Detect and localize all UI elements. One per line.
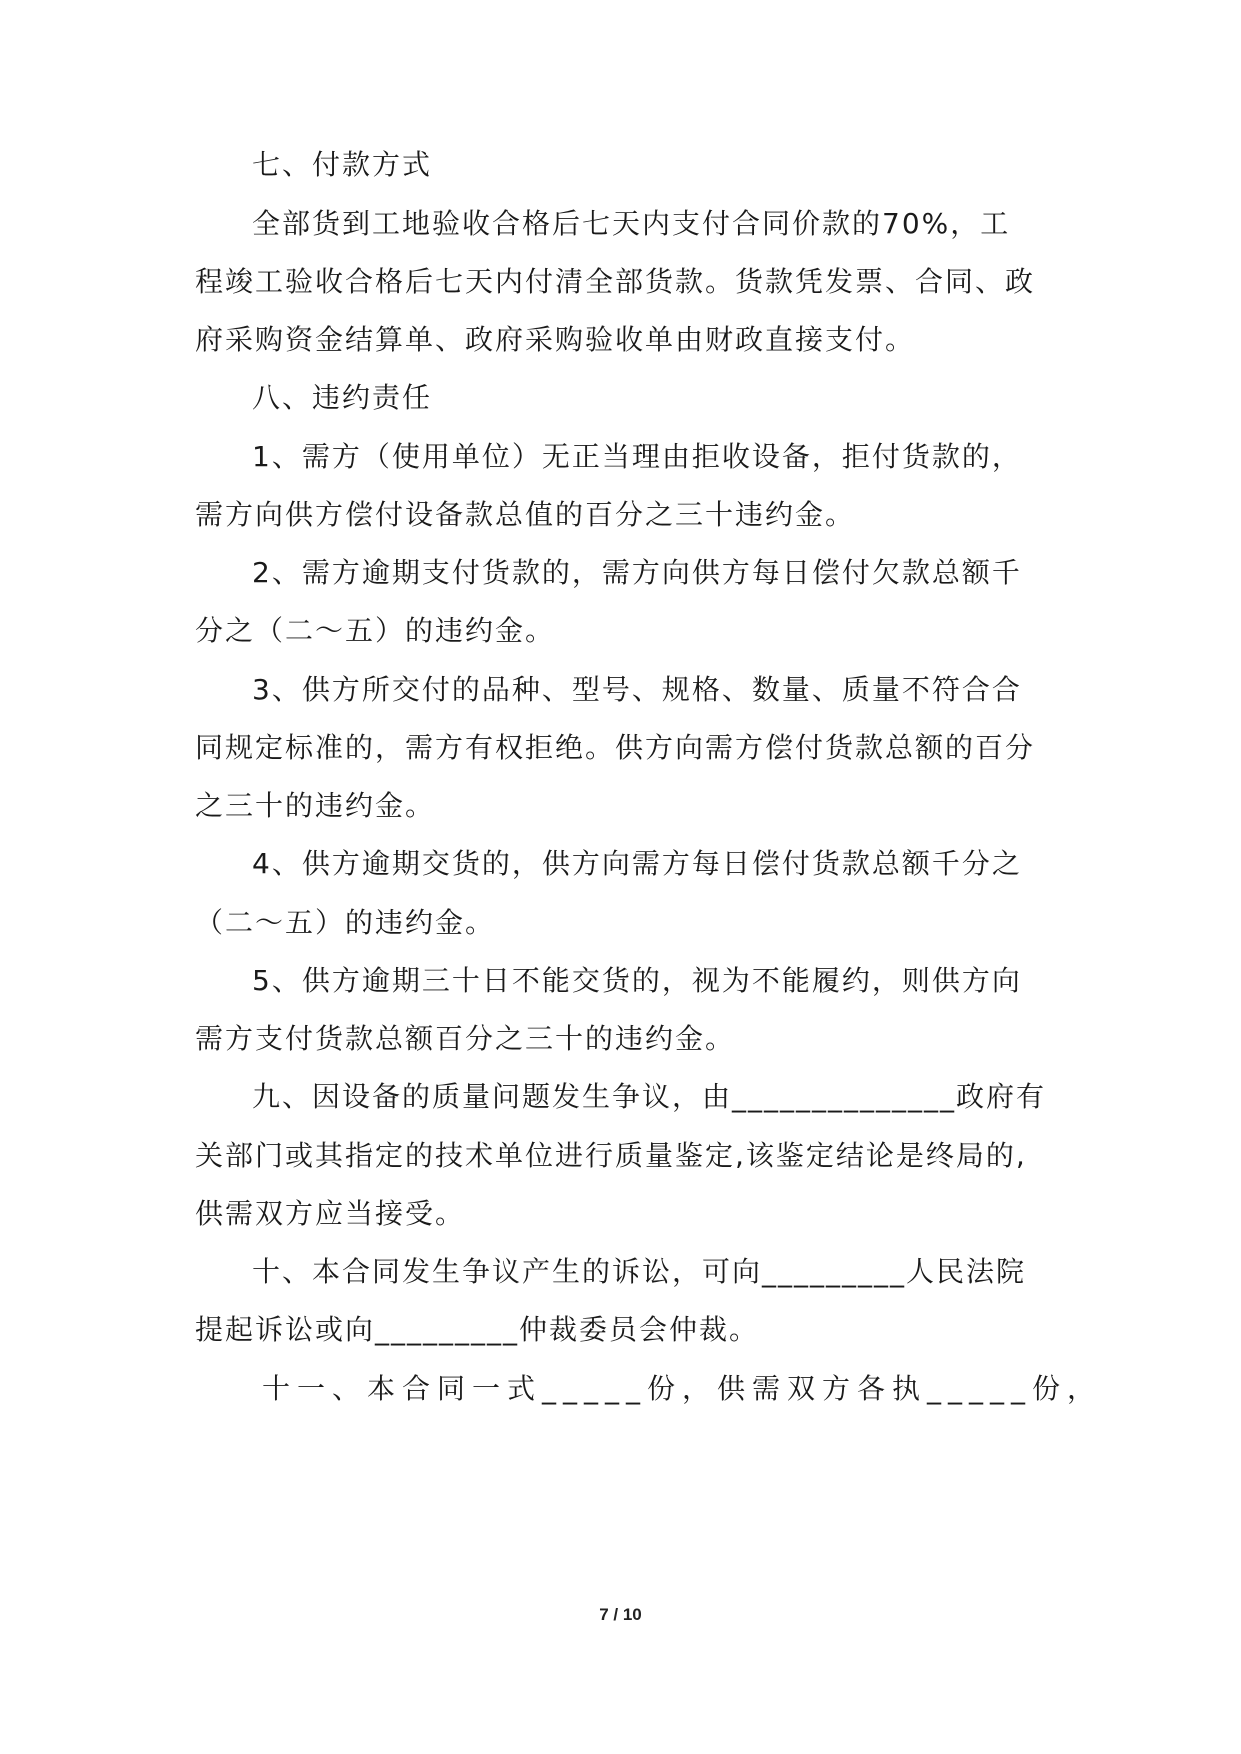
paragraph-line: 2、需方逾期支付货款的，需方向供方每日偿付欠款总额千 bbox=[252, 556, 1022, 589]
section-heading-payment-method: 七、付款方式 bbox=[252, 148, 433, 181]
paragraph-line: 1、需方（使用单位）无正当理由拒收设备，拒付货款的， bbox=[252, 440, 1022, 473]
paragraph-line: 需方向供方偿付设备款总值的百分之三十违约金。 bbox=[195, 498, 856, 531]
paragraph-line: 全部货到工地验收合格后七天内支付合同价款的70%，工 bbox=[252, 207, 1011, 240]
paragraph-line: 府采购资金结算单、政府采购验收单由财政直接支付。 bbox=[195, 323, 916, 356]
paragraph-line: 5、供方逾期三十日不能交货的，视为不能履约，则供方向 bbox=[252, 964, 1022, 997]
page-number: 7 / 10 bbox=[599, 1605, 642, 1624]
paragraph-line: 分之（二～五）的违约金。 bbox=[195, 614, 556, 647]
paragraph-line: 十、本合同发生争议产生的诉讼，可向_________人民法院 bbox=[252, 1255, 1027, 1288]
paragraph-line: 同规定标准的，需方有权拒绝。供方向需方偿付货款总额的百分 bbox=[195, 731, 1036, 764]
paragraph-line: （二～五）的违约金。 bbox=[195, 906, 496, 939]
paragraph-line: 关部门或其指定的技术单位进行质量鉴定,该鉴定结论是终局的, bbox=[195, 1139, 1027, 1172]
section-heading-liability: 八、违约责任 bbox=[252, 381, 433, 414]
paragraph-line: 需方支付货款总额百分之三十的违约金。 bbox=[195, 1022, 736, 1055]
paragraph-line: 之三十的违约金。 bbox=[195, 789, 436, 822]
paragraph-line: 4、供方逾期交货的，供方向需方每日偿付货款总额千分之 bbox=[252, 847, 1022, 880]
paragraph-line: 程竣工验收合格后七天内付清全部货款。货款凭发票、合同、政 bbox=[195, 265, 1036, 298]
paragraph-line: 供需双方应当接受。 bbox=[195, 1197, 466, 1230]
paragraph-line: 十一、本合同一式_____份，供需双方各执_____份， bbox=[262, 1372, 1103, 1405]
paragraph-line: 3、供方所交付的品种、型号、规格、数量、质量不符合合 bbox=[252, 673, 1022, 706]
paragraph-line: 九、因设备的质量问题发生争议，由______________政府有 bbox=[252, 1080, 1047, 1113]
paragraph-line: 提起诉讼或向_________仲裁委员会仲裁。 bbox=[195, 1313, 760, 1346]
